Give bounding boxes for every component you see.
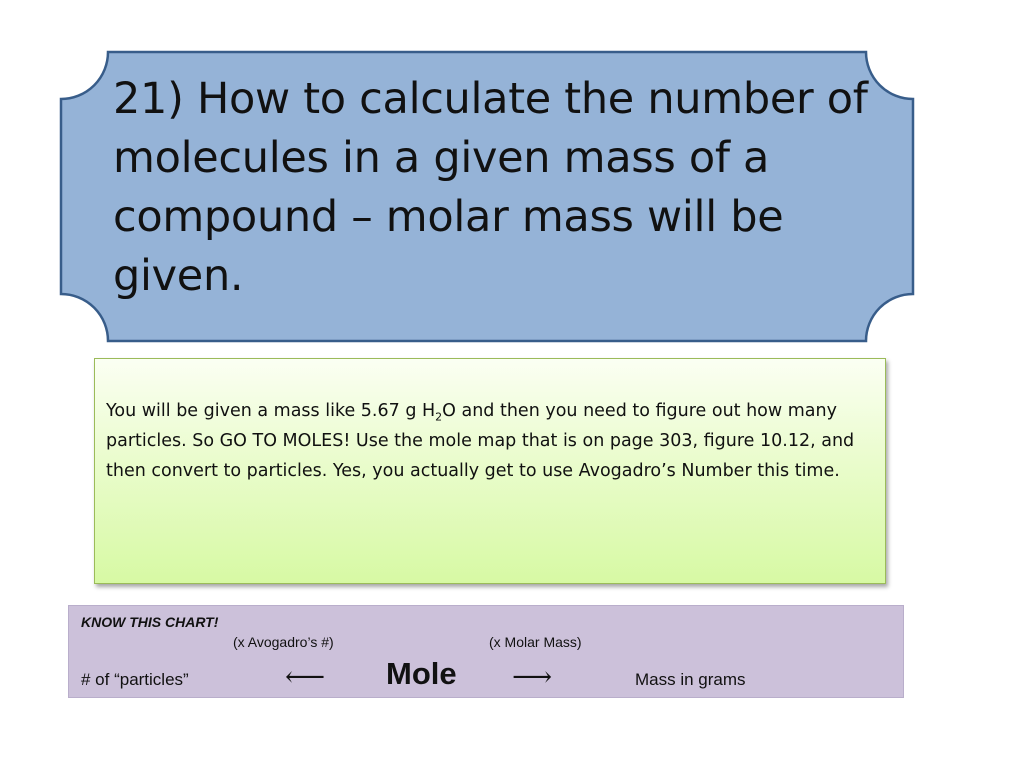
subscript-2: 2 bbox=[435, 410, 443, 424]
particles-label: # of “particles” bbox=[81, 670, 189, 689]
body-text-end: O and then you need to figure out how many particles. So GO TO MOLES! Use the mole map that is on page 303, figure 10.12, and then convert to particles. Yes, you actually get to use Avogadro’s Number this time. bbox=[106, 401, 855, 481]
molar-mass-factor: (x Molar Mass) bbox=[489, 634, 582, 650]
body-paragraph bbox=[106, 396, 866, 486]
mole-label: Mole bbox=[386, 656, 457, 691]
chart-heading: KNOW THIS CHART! bbox=[81, 614, 219, 630]
body-text-start: You will be given a mass like 5.67 g H bbox=[106, 401, 436, 421]
body-text-box bbox=[94, 358, 886, 584]
right-arrow-icon: ⟶ bbox=[512, 660, 553, 693]
mole-chart bbox=[68, 605, 904, 698]
mass-in-grams-label: Mass in grams bbox=[635, 670, 746, 689]
slide-title: 21) How to calculate the number of molecules in a given mass of a compound – molar mass will be given. bbox=[113, 74, 868, 301]
avogadro-factor: (x Avogadro’s #) bbox=[233, 634, 334, 650]
left-arrow-icon: ⟵ bbox=[285, 660, 326, 693]
